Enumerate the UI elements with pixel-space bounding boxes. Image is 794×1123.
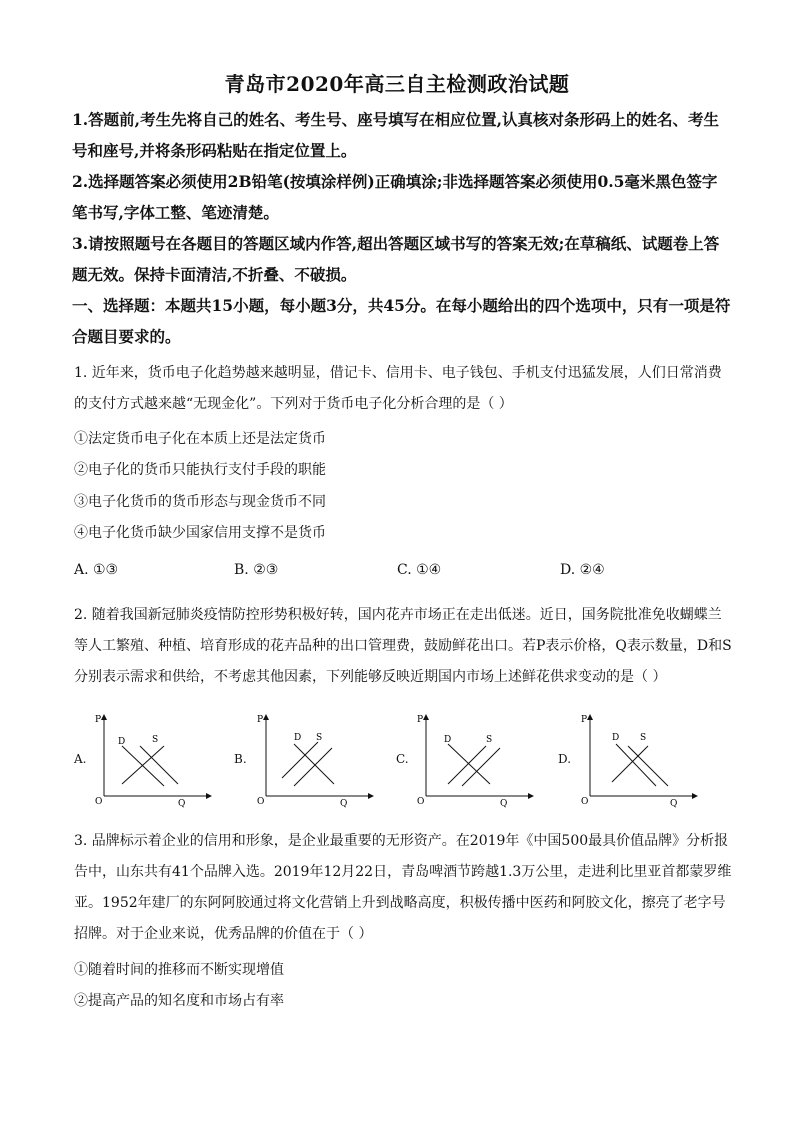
label-d: D [444,735,452,745]
notice-1: 1.答题前,考生先将自己的姓名、考生号、座号填写在相应位置,认真核对条形码上的姓名、考生号和座号,并将条形码粘贴在指定位置上。 [72,110,719,160]
question-1-item-2: ②电子化的货币只能执行支付手段的职能 [74,462,326,478]
axis-p: P [95,715,102,725]
graph-b-label[interactable]: B. [234,752,247,766]
question-3-stem: 3. 品牌标示着企业的信用和形象，是企业最重要的无形资产。在2019年《中国500最具价值品牌》分析报告中，山东共有41个品牌入选。2019年12月22日，青岛啤酒节跨越1.3万公里，走进利比里亚首都蒙罗维亚。1952年建厂的东阿阿胶通过将文化营销上升到战略高度，积极传播中医药和阿胶文化，擦亮了老字号招牌。对于企业来说，优秀品牌的价值在于（ ） [74,833,732,942]
option-b[interactable]: B. ②③ [234,562,279,578]
question-1-item-1: ①法定货币电子化在本质上还是法定货币 [74,431,326,447]
notice-3: 3.请按照题号在各题目的答题区域内作答,超出答题区域书写的答案无效;在草稿纸、试题卷上答题无效。保持卡面清洁,不折叠、不破损。 [72,234,720,284]
label-d: D [294,733,302,743]
graph-c-label[interactable]: C. [396,752,409,766]
question-1-item-4: ④电子化货币缺少国家信用支撑不是货币 [74,525,326,541]
axis-q: Q [670,799,678,809]
question-3-item-2: ②提高产品的知名度和市场占有率 [74,993,284,1009]
label-s: S [316,733,323,743]
question-2-stem: 2. 随着我国新冠肺炎疫情防控形势积极好转，国内花卉市场正在走出低迷。近日，国务院批准免收蝴蝶兰等人工繁殖、种植、培育形成的花卉品种的出口管理费，鼓励鲜花出口。若P表示价格，Q表示数量，D和S分别表示需求和供给，不考虑其他因素，下列能够反映近期国内市场上述鲜花供求变动的是（ ） [74,607,732,685]
label-s: S [152,735,159,745]
notice-2: 2.选择题答案必须使用2B铅笔(按填涂样例)正确填涂;非选择题答案必须使用0.5毫米黑色签字笔书写,字体工整、笔迹清楚。 [72,172,718,222]
graph-c [414,706,544,810]
origin: O [257,797,265,807]
question-1-item-3: ③电子化货币的货币形态与现金货币不同 [74,494,326,510]
graph-d [578,706,708,810]
origin: O [95,797,103,807]
label-s: S [640,733,647,743]
origin: O [581,797,589,807]
option-d[interactable]: D. ②④ [560,562,605,578]
question-1-stem: 1. 近年来，货币电子化趋势越来越明显，借记卡、信用卡、电子钱包、手机支付迅猛发展，人们日常消费的支付方式越来越“无现金化”。下列对于货币电子化分析合理的是（ ） [74,365,722,412]
graph-b [254,706,384,810]
axis-q: Q [340,799,348,809]
graph-a [92,706,222,810]
option-a[interactable]: A. ①③ [74,562,119,578]
page-title: 青岛市2020年高三自主检测政治试题 [224,72,570,96]
axis-p: P [257,715,264,725]
axis-p: P [417,715,424,725]
graph-d-label[interactable]: D. [558,752,572,766]
axis-q: Q [178,799,186,809]
graph-a-label[interactable]: A. [74,752,87,766]
label-d: D [612,733,620,743]
label-s: S [486,735,493,745]
option-c[interactable]: C. ①④ [397,562,442,578]
section-heading: 一、选择题：本题共15小题，每小题3分，共45分。在每小题给出的四个选项中，只有一项是符合题目要求的。 [72,296,731,346]
axis-p: P [581,715,588,725]
origin: O [417,797,425,807]
axis-q: Q [500,799,508,809]
label-d: D [118,737,126,747]
question-3-item-1: ①随着时间的推移而不断实现增值 [74,962,284,978]
